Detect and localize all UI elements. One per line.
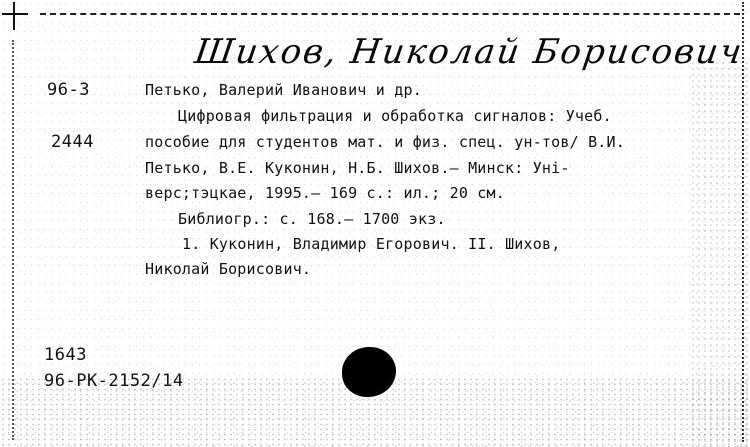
card-line-author: Петько, Валерий Иванович и др. <box>145 81 422 99</box>
card-line-title-cont: пособие для студентов мат. и физ. спец. ун-тов/ В.И. <box>145 133 625 151</box>
card-line-tracing: 1. Куконин, Владимир Егорович. II. Шихов, <box>182 235 561 253</box>
card-line-title: Цифровая фильтрация и обработка сигналов: Учеб. <box>178 107 612 125</box>
accession-number: 1643 <box>44 345 87 365</box>
card-code: 96-PK-2152/14 <box>44 371 184 391</box>
registration-mark-vertical <box>13 2 15 30</box>
scan-noise-right <box>690 60 750 447</box>
handwritten-author-heading: Шихов, Николай Борисович <box>192 32 746 72</box>
top-dashed-rule <box>40 13 740 15</box>
card-line-authors: Петько, В.Е. Куконин, Н.Б. Шихов.– Минск: Унi- <box>145 159 570 177</box>
card-line-bibliography: Библиогр.: с. 168.– 1700 экз. <box>178 210 446 228</box>
call-number-second: 2444 <box>51 132 94 152</box>
left-margin-dotted-line <box>12 40 14 440</box>
right-edge-dotted-line <box>742 2 744 442</box>
card-line-tracing-cont: Николай Борисович. <box>145 260 312 278</box>
call-number-top: 96-3 <box>47 80 90 100</box>
card-line-publisher: верс;тэцкае, 1995.– 169 с.: ил.; 20 см. <box>145 184 505 202</box>
registration-mark-horizontal <box>2 13 28 15</box>
